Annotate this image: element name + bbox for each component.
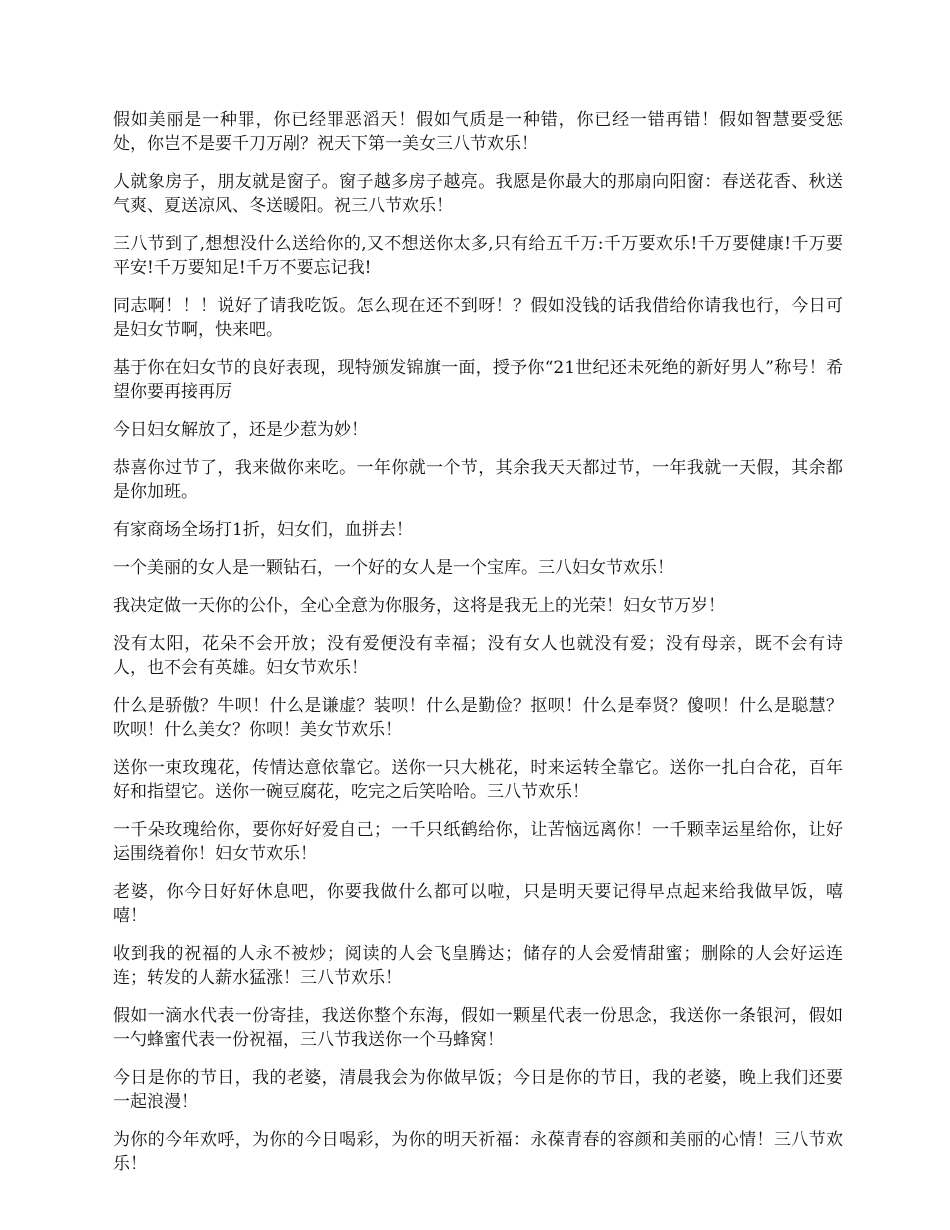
paragraph: 收到我的祝福的人永不被炒；阅读的人会飞皇腾达；储存的人会爱情甜蜜；删除的人会好运连连；转发的人薪水猛涨！三八节欢乐！ bbox=[113, 944, 843, 988]
paragraph: 三八节到了,想想没什么送给你的,又不想送你太多,只有给五千万:千万要欢乐!千万要健康!千万要平安!千万要知足!千万不要忘记我! bbox=[113, 234, 843, 278]
paragraph: 没有太阳，花朵不会开放；没有爱便没有幸福；没有女人也就没有爱；没有母亲，既不会有诗人，也不会有英雄。妇女节欢乐！ bbox=[113, 634, 843, 678]
paragraph: 为你的今年欢呼，为你的今日喝彩，为你的明天祈福：永葆青春的容颜和美丽的心情！三八节欢乐！ bbox=[113, 1130, 843, 1174]
paragraph: 有家商场全场打1折，妇女们，血拼去！ bbox=[113, 520, 413, 540]
paragraph: 送你一束玫瑰花，传情达意依靠它。送你一只大桃花，时来运转全靠它。送你一扎白合花，百年好和指望它。送你一碗豆腐花，吃完之后笑哈哈。三八节欢乐！ bbox=[113, 758, 843, 802]
paragraph: 基于你在妇女节的良好表现，现特颁发锦旗一面，授予你“21世纪还未死绝的新好男人”称号！希望你要再接再厉 bbox=[113, 358, 843, 402]
paragraph: 什么是骄傲？牛呗！什么是谦虚？装呗！什么是勤俭？抠呗！什么是奉贤？傻呗！什么是聪慧？吹呗！什么美女？你呗！美女节欢乐！ bbox=[113, 696, 843, 740]
paragraph: 今日是你的节日，我的老婆，清晨我会为你做早饭；今日是你的节日，我的老婆，晚上我们还要一起浪漫！ bbox=[113, 1068, 843, 1112]
paragraph: 一千朵玫瑰给你，要你好好爱自己；一千只纸鹤给你，让苦恼远离你！一千颗幸运星给你，让好运围绕着你！妇女节欢乐！ bbox=[113, 820, 843, 864]
paragraph: 我决定做一天你的公仆，全心全意为你服务，这将是我无上的光荣！妇女节万岁！ bbox=[113, 596, 725, 616]
paragraph: 恭喜你过节了，我来做你来吃。一年你就一个节，其余我天天都过节，一年我就一天假，其余都是你加班。 bbox=[113, 458, 843, 502]
document-body bbox=[113, 108, 843, 1190]
paragraph: 同志啊！！！说好了请我吃饭。怎么现在还不到呀！？假如没钱的话我借给你请我也行，今日可是妇女节啊，快来吧。 bbox=[113, 296, 843, 340]
paragraph: 一个美丽的女人是一颗钻石，一个好的女人是一个宝库。三八妇女节欢乐！ bbox=[113, 558, 674, 578]
paragraph: 老婆，你今日好好休息吧，你要我做什么都可以啦，只是明天要记得早点起来给我做早饭，嘻嘻！ bbox=[113, 882, 843, 926]
paragraph: 人就象房子，朋友就是窗子。窗子越多房子越亮。我愿是你最大的那扇向阳窗：春送花香、秋送气爽、夏送凉风、冬送暖阳。祝三八节欢乐！ bbox=[113, 172, 843, 216]
paragraph: 假如一滴水代表一份寄挂，我送你整个东海，假如一颗星代表一份思念，我送你一条银河，假如一勺蜂蜜代表一份祝福，三八节我送你一个马蜂窝！ bbox=[113, 1006, 843, 1050]
paragraph: 假如美丽是一种罪，你已经罪恶滔天！假如气质是一种错，你已经一错再错！假如智慧要受惩处，你岂不是要千刀万剐？祝天下第一美女三八节欢乐！ bbox=[113, 110, 843, 154]
paragraph: 今日妇女解放了，还是少惹为妙！ bbox=[113, 420, 368, 440]
